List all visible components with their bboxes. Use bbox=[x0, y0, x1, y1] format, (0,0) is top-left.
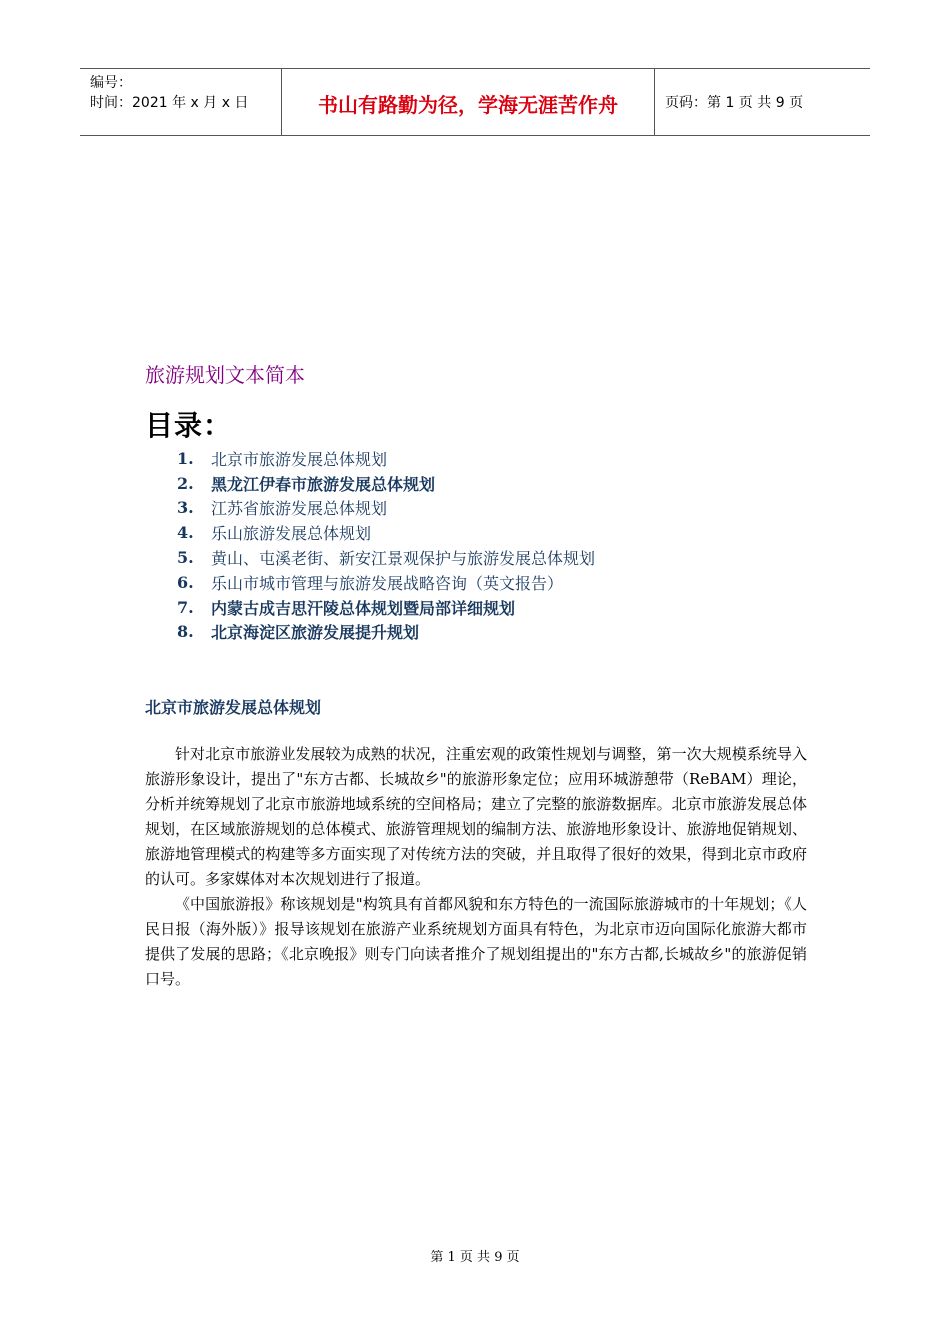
toc-item[interactable] bbox=[177, 446, 595, 471]
page-footer: 第 1 页 共 9 页 bbox=[430, 1250, 520, 1265]
toc-item-number: 1. bbox=[177, 448, 194, 468]
toc-item-label: 黄山、屯溪老街、新安江景观保护与旅游发展总体规划 bbox=[211, 549, 596, 569]
document-date-label: 时间：2021 年 x 月 x 日 bbox=[90, 95, 249, 111]
toc-item-number: 7. bbox=[177, 597, 194, 617]
toc-item[interactable] bbox=[177, 620, 595, 645]
toc-item-label: 北京市旅游发展总体规划 bbox=[211, 449, 388, 469]
toc-item-number: 8. bbox=[177, 622, 194, 642]
toc-item-label: 内蒙古成吉思汗陵总体规划暨局部详细规划 bbox=[211, 598, 516, 618]
header-page-number: 页码：第 1 页 共 9 页 bbox=[665, 95, 804, 111]
toc-item-number: 4. bbox=[177, 523, 194, 543]
toc-item-number: 2. bbox=[177, 473, 194, 493]
table-of-contents bbox=[177, 446, 595, 644]
page-header bbox=[80, 68, 870, 136]
section-body bbox=[145, 742, 807, 992]
toc-item[interactable] bbox=[177, 545, 595, 570]
body-paragraph: 《中国旅游报》称该规划是"构筑具有首都风貌和东方特色的一流国际旅游城市的十年规划；《人民日报（海外版）》报导该规划在旅游产业系统规划方面具有特色，为北京市迈向国际化旅游大都市提供了发展的思路；《北京晚报》则专门向读者推介了规划组提出的"东方古都,长城故乡"的旅游促销口号。 bbox=[145, 895, 807, 988]
toc-item-label: 乐山旅游发展总体规划 bbox=[211, 524, 372, 544]
toc-item-label: 北京海淀区旅游发展提升规划 bbox=[211, 623, 420, 643]
section-heading: 北京市旅游发展总体规划 bbox=[145, 698, 322, 717]
document-number-label: 编号： bbox=[90, 75, 132, 91]
header-motto: 书山有路勤为径，学海无涯苦作舟 bbox=[282, 69, 655, 135]
toc-item-number: 6. bbox=[177, 572, 194, 592]
document-title: 旅游规划文本简本 bbox=[145, 363, 305, 387]
toc-item[interactable] bbox=[177, 471, 595, 496]
header-info-cell bbox=[80, 69, 282, 135]
toc-item[interactable] bbox=[177, 520, 595, 545]
toc-item-label: 乐山市城市管理与旅游发展战略咨询（英文报告） bbox=[211, 573, 564, 593]
toc-item[interactable] bbox=[177, 496, 595, 521]
toc-item[interactable] bbox=[177, 570, 595, 595]
toc-item-label: 江苏省旅游发展总体规划 bbox=[211, 499, 388, 519]
toc-item-number: 5. bbox=[177, 548, 194, 568]
toc-heading: 目录： bbox=[145, 409, 233, 442]
body-paragraph: 针对北京市旅游业发展较为成熟的状况，注重宏观的政策性规划与调整，第一次大规模系统导入旅游形象设计，提出了"东方古都、长城故乡"的旅游形象定位；应用环城游憩带（ReBAM）理论，分析并统筹规划了北京市旅游地域系统的空间格局；建立了完整的旅游数据库。北京市旅游发展总体规划，在区域旅游规划的总体模式、旅游管理规划的编制方法、旅游地形象设计、旅游地促销规划、旅游地管理模式的构建等多方面实现了对传统方法的突破，并且取得了很好的效果，得到北京市政府的认可。多家媒体对本次规划进行了报道。 bbox=[145, 745, 807, 888]
toc-item-label: 黑龙江伊春市旅游发展总体规划 bbox=[211, 474, 436, 494]
toc-item-number: 3. bbox=[177, 498, 194, 518]
toc-item[interactable] bbox=[177, 595, 595, 620]
